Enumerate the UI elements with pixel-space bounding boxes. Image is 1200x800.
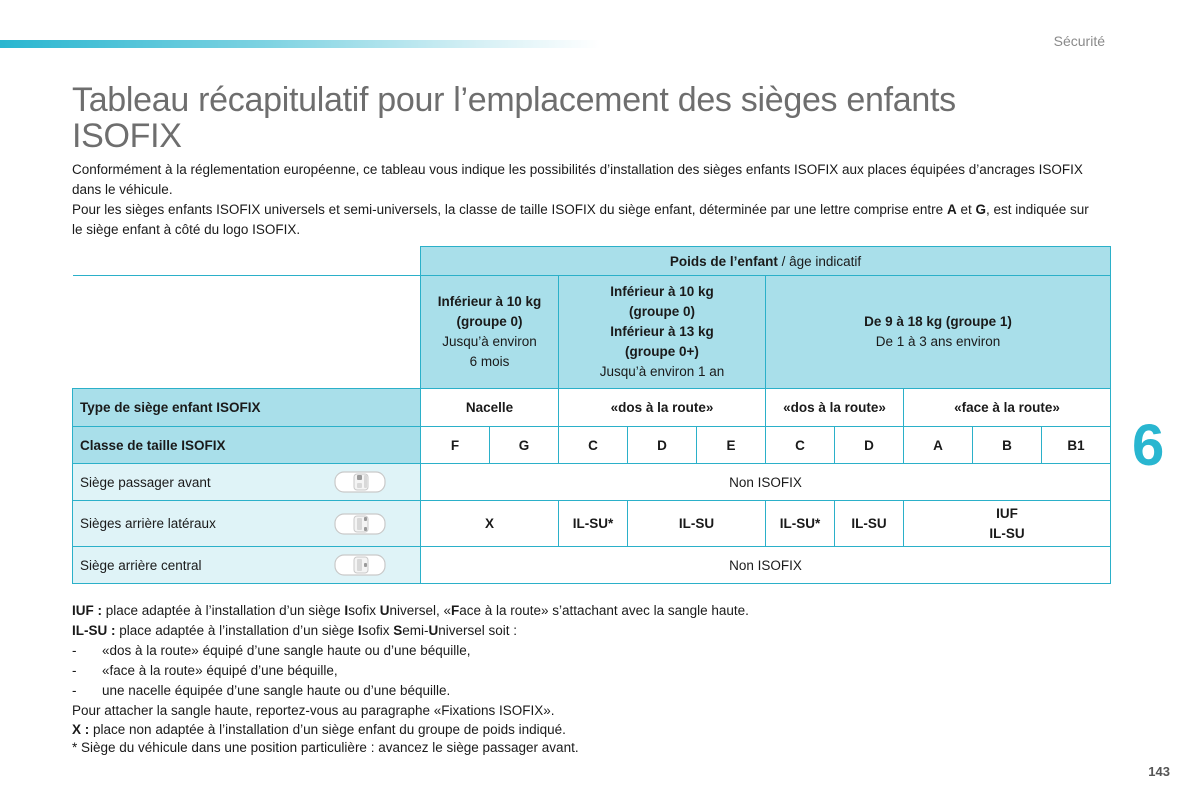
row-label: Sièges arrière latéraux bbox=[80, 516, 216, 531]
rear-sides-cell: IL-SU* bbox=[559, 501, 628, 547]
rear-sides-cell: IL-SU* bbox=[766, 501, 835, 547]
group-line: (groupe 0) bbox=[629, 304, 695, 319]
group-line: Inférieur à 10 kg bbox=[610, 284, 714, 299]
note-text: place adaptée à l’installation d’un siège bbox=[115, 623, 358, 638]
rear-center-value: Non ISOFIX bbox=[421, 547, 1111, 584]
chapter-number: 6 bbox=[1132, 413, 1165, 478]
row-label: Siège passager avant bbox=[80, 474, 211, 490]
note-text: place non adaptée à l’installation d’un siège enfant du groupe de poids indiqué. bbox=[89, 722, 566, 737]
front-passenger-value: Non ISOFIX bbox=[421, 464, 1111, 501]
rear-sides-cell: IL-SU bbox=[835, 501, 904, 547]
bullet-item bbox=[72, 681, 1112, 701]
car-seat-rear-sides-icon bbox=[334, 512, 386, 536]
size-class-cell: B1 bbox=[1042, 427, 1111, 464]
bullet-text: une nacelle équipée d’une sangle haute ou d’une béquille. bbox=[102, 683, 451, 698]
intro-paragraph-2 bbox=[72, 200, 1102, 240]
note-iuf bbox=[72, 601, 1112, 621]
group-line: 6 mois bbox=[469, 354, 510, 369]
section-title: Sécurité bbox=[1053, 33, 1105, 49]
weight-header-rest: / âge indicatif bbox=[777, 253, 862, 269]
cell-line: IL-SU bbox=[989, 525, 1025, 541]
note-text: emi- bbox=[402, 623, 429, 638]
size-class-cell: B bbox=[973, 427, 1042, 464]
legend-notes bbox=[72, 601, 1112, 757]
note-letter: S bbox=[393, 623, 403, 638]
size-class-cell: D bbox=[628, 427, 697, 464]
note-text: niversel soit : bbox=[438, 623, 517, 638]
car-seat-front-passenger-icon bbox=[334, 470, 386, 494]
group-1-header bbox=[766, 276, 1111, 389]
note-text: sofix bbox=[348, 603, 380, 618]
note-text: sofix bbox=[361, 623, 394, 638]
row-front-passenger bbox=[73, 464, 421, 501]
group-line: De 1 à 3 ans environ bbox=[875, 334, 1001, 349]
bullet-text: «dos à la route» équipé d’une sangle haute ou d’une béquille, bbox=[102, 643, 471, 658]
seat-type-cell: Nacelle bbox=[421, 389, 559, 427]
intro-paragraph-1: Conformément à la réglementation européenne, ce tableau vous indique les possibilités d’installation des sièges enfants ISOFIX aux places équipées d’ancrages ISOFIX dans le véhicule. bbox=[72, 162, 1083, 197]
group-line: (groupe 0+) bbox=[625, 344, 699, 359]
weight-header bbox=[421, 247, 1111, 276]
weight-header-bold: Poids de l’enfant bbox=[669, 253, 778, 269]
size-class-label: Classe de taille ISOFIX bbox=[73, 427, 421, 464]
seat-type-cell: «dos à la route» bbox=[559, 389, 766, 427]
group-line: Jusqu’à environ bbox=[442, 334, 537, 349]
note-letter: I bbox=[357, 623, 362, 638]
group-line: Jusqu’à environ 1 an bbox=[599, 364, 725, 379]
letter-g: G bbox=[975, 202, 986, 217]
empty-corner bbox=[73, 247, 421, 276]
note-ilsu bbox=[72, 621, 1112, 641]
group-0plus-header bbox=[559, 276, 766, 389]
page-title: Tableau récapitulatif pour l’emplacement des sièges enfants ISOFIX bbox=[72, 81, 956, 155]
size-class-cell: D bbox=[835, 427, 904, 464]
size-class-cell: G bbox=[490, 427, 559, 464]
rear-sides-cell bbox=[904, 501, 1111, 547]
size-class-cell: C bbox=[766, 427, 835, 464]
bullet-text: «face à la route» équipé d’une béquille, bbox=[102, 663, 338, 678]
row-label: Siège arrière central bbox=[80, 557, 202, 573]
letter-a: A bbox=[946, 202, 957, 217]
bullet-item bbox=[72, 641, 1112, 661]
row-rear-sides bbox=[73, 501, 421, 547]
empty-corner bbox=[73, 276, 421, 389]
group-line: Inférieur à 10 kg bbox=[437, 294, 542, 309]
intro-text-part: Pour les sièges enfants ISOFIX universels et semi-universels, la classe de taille ISOFIX du siège enfant, déterminée par une lettre comprise entre bbox=[72, 202, 947, 217]
note-letter: F bbox=[450, 603, 460, 618]
seat-type-cell: «face à la route» bbox=[904, 389, 1111, 427]
group-line: (groupe 0) bbox=[456, 314, 523, 329]
group-line: Inférieur à 13 kg bbox=[610, 324, 714, 339]
seat-type-label: Type de siège enfant ISOFIX bbox=[73, 389, 421, 427]
isofix-table bbox=[72, 246, 1111, 584]
group-0-header bbox=[421, 276, 559, 389]
note-key: IL-SU : bbox=[72, 623, 116, 638]
rear-sides-cell: IL-SU bbox=[628, 501, 766, 547]
note-text: niversel, « bbox=[389, 603, 451, 618]
bullet-marker: - bbox=[72, 643, 77, 658]
seat-type-cell: «dos à la route» bbox=[766, 389, 904, 427]
cell-line: IUF bbox=[996, 505, 1018, 521]
header-accent-bar bbox=[0, 40, 600, 48]
size-class-cell: E bbox=[697, 427, 766, 464]
car-seat-rear-center-icon bbox=[334, 553, 386, 577]
rear-sides-cell: X bbox=[421, 501, 559, 547]
bullet-item bbox=[72, 661, 1112, 681]
intro-text bbox=[72, 160, 1102, 240]
size-class-cell: C bbox=[559, 427, 628, 464]
note-key: IUF : bbox=[72, 603, 102, 618]
note-text: ace à la route» s’attachant avec la sangle haute. bbox=[459, 603, 749, 618]
note-letter: U bbox=[379, 603, 390, 618]
row-rear-center bbox=[73, 547, 421, 584]
intro-text-part: et bbox=[956, 202, 976, 217]
bullet-marker: - bbox=[72, 683, 77, 698]
page-number: 143 bbox=[1148, 764, 1170, 779]
note-letter: U bbox=[428, 623, 439, 638]
footnote: * Siège du véhicule dans une position particulière : avancez le siège passager avant. bbox=[72, 740, 579, 755]
note-letter: I bbox=[344, 603, 349, 618]
note-x bbox=[72, 721, 1112, 739]
note-text: place adaptée à l’installation d’un siège bbox=[102, 603, 345, 618]
bullet-marker: - bbox=[72, 663, 77, 678]
group-line: De 9 à 18 kg (groupe 1) bbox=[864, 314, 1012, 329]
note-key: X : bbox=[72, 722, 90, 737]
size-class-cell: A bbox=[904, 427, 973, 464]
note-attach: Pour attacher la sangle haute, reportez-vous au paragraphe «Fixations ISOFIX». bbox=[72, 703, 555, 718]
intro-text-part: , est indiquée sur le siège enfant à côté du logo ISOFIX. bbox=[72, 202, 1089, 237]
size-class-cell: F bbox=[421, 427, 490, 464]
